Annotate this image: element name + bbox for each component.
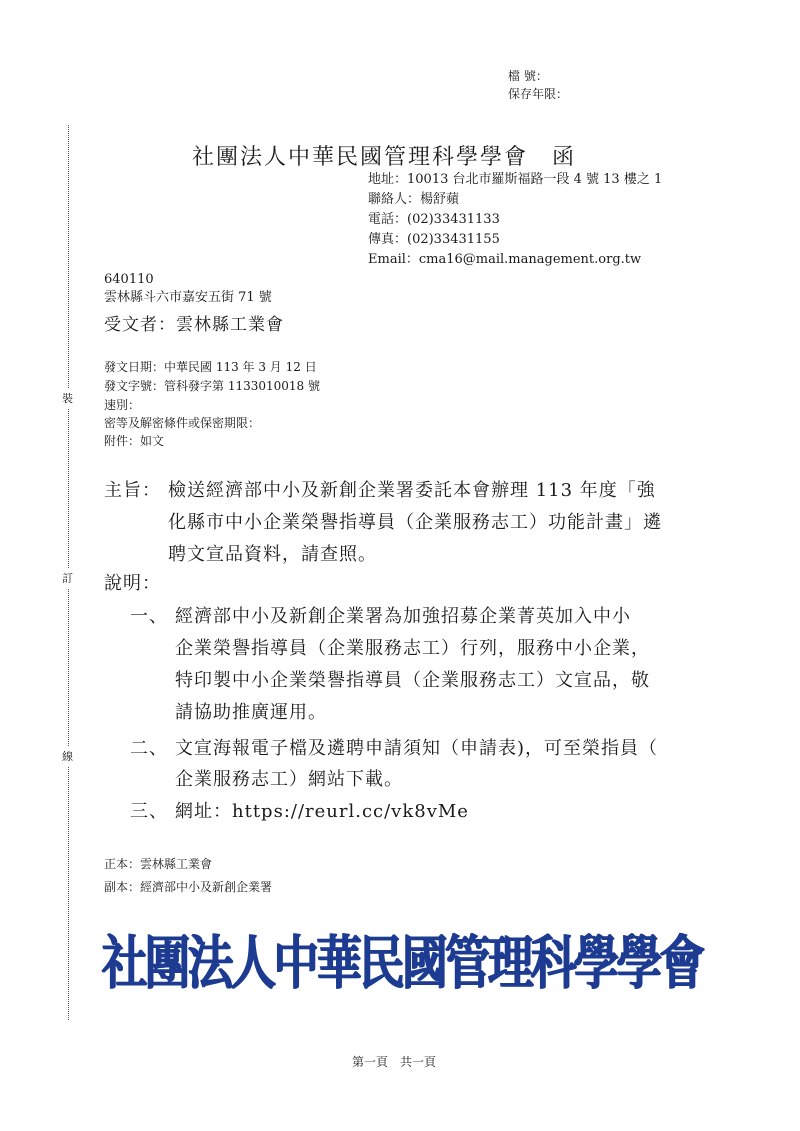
- speed-label: 速別：: [104, 398, 141, 412]
- subject-line: 化縣市中小企業榮譽指導員（企業服務志工）功能計畫」遴: [168, 512, 662, 533]
- sender-contact: 聯絡人：楊舒蘋: [368, 192, 460, 207]
- explanation-item-number: 一、: [130, 606, 168, 627]
- explanation-line: 企業服務志工）網站下載。: [175, 769, 403, 790]
- explanation-item-number: 三、: [130, 801, 168, 822]
- recipient-name: 受文者：雲林縣工業會: [104, 315, 284, 335]
- organization-seal: 社團法人中華民國管理科學學會: [102, 929, 703, 997]
- recipient-address: 雲林縣斗六市嘉安五街 71 號: [104, 290, 272, 305]
- retention-period-label: 保存年限：: [508, 87, 569, 101]
- explanation-line: 經濟部中小及新創企業署為加強招募企業菁英加入中小: [175, 606, 631, 627]
- copy-recipient: 副本：經濟部中小及新創企業署: [104, 880, 273, 894]
- subject-label: 主旨：: [104, 480, 161, 501]
- document-number: 發文字號：管科發字第 1133010018 號: [104, 379, 320, 393]
- sender-fax: 傳真：(02)33431155: [368, 232, 500, 247]
- binding-mark-xian: 線: [62, 746, 73, 766]
- binding-mark-zhuang: 裝: [62, 388, 73, 408]
- explanation-line: 文宣海報電子檔及遴聘申請須知（申請表)，可至榮指員（: [175, 738, 659, 759]
- secrecy-label: 密等及解密條件或保密期限：: [104, 416, 261, 430]
- subject-line: 檢送經濟部中小及新創企業署委託本會辦理 113 年度「強: [168, 480, 656, 501]
- binding-mark-ding: 訂: [62, 568, 73, 588]
- explanation-line: 企業榮譽指導員（企業服務志工）行列，服務中小企業，: [175, 638, 650, 659]
- document-title: 社團法人中華民國管理科學學會 函: [192, 145, 577, 170]
- explanation-item-number: 二、: [130, 738, 168, 759]
- explanation-line: 特印製中小企業榮譽指導員（企業服務志工）文宣品，敬: [175, 670, 650, 691]
- attachment-label: 附件：如文: [104, 434, 165, 448]
- original-recipient: 正本：雲林縣工業會: [104, 857, 213, 871]
- explanation-line: 請協助推廣運用。: [175, 702, 327, 723]
- subject-line: 聘文宣品資料，請查照。: [168, 544, 377, 565]
- issue-date: 發文日期：中華民國 113 年 3 月 12 日: [104, 360, 317, 374]
- website-url[interactable]: 網址：https://reurl.cc/vk8vMe: [175, 801, 469, 822]
- sender-phone: 電話：(02)33431133: [368, 212, 500, 227]
- file-number-label: 檔 號：: [508, 69, 548, 83]
- sender-email: Email：cma16@mail.management.org.tw: [368, 252, 642, 267]
- sender-address: 地址：10013 台北市羅斯福路一段 4 號 13 樓之 1: [368, 172, 663, 187]
- page-number: 第一頁 共一頁: [352, 1055, 437, 1069]
- recipient-postal-code: 640110: [104, 272, 154, 287]
- explanation-label: 說明：: [104, 573, 161, 594]
